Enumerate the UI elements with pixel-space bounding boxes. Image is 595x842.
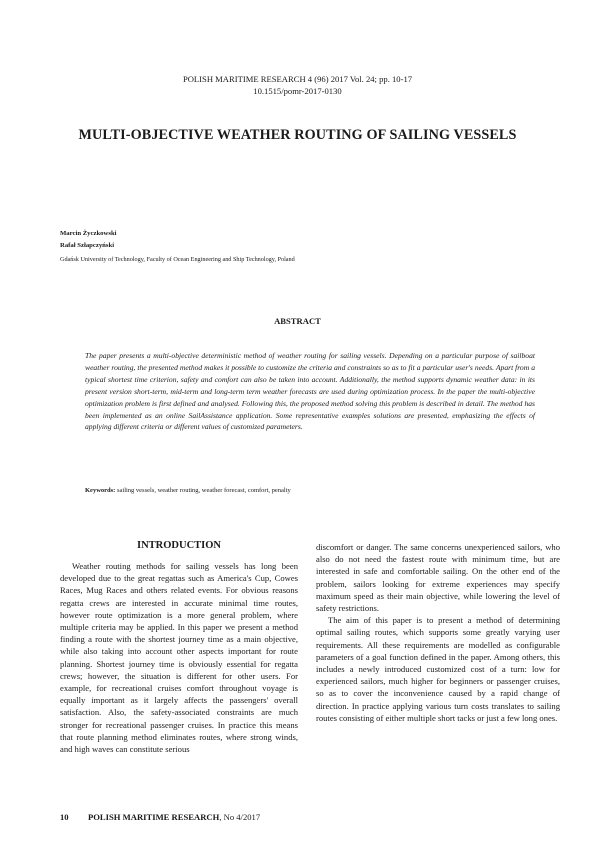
author-name: Marcin Życzkowski (60, 230, 117, 237)
doi: 10.1515/pomr-2017-0130 (253, 86, 342, 96)
footer-journal-name: POLISH MARITIME RESEARCH (88, 812, 220, 822)
column-right (316, 541, 560, 724)
author-name: Rafał Szłapczyński (60, 242, 115, 249)
paragraph: The aim of this paper is to present a method of determining optimal sailing routes, which supports some greatly varying user requirements. All these requirements are modelled as configurable parameters of a goal function defined in the paper. Among others, this includes a newly introduced customized cost of a turn: low for experienced sailors, much higher for beginners or passenger cruises, so as to cover the inconvenience caused by a rapid change of direction. In practice applying various turn costs translates to sailing routes consisting of either multiple short tacks or just a few long ones. (316, 615, 560, 723)
paragraph: discomfort or danger. The same concerns unexperienced sailors, who also do not need the fastest route with minimum time, but are interested in safe and comfortable sailing. On the other end of the problem, sailors looking for extreme experiences may specify maximum speed as their main objective, while lowering the level of safety restrictions. (316, 542, 560, 614)
page-number: 10 (60, 812, 69, 822)
column-left (60, 560, 298, 755)
journal-citation: POLISH MARITIME RESEARCH 4 (96) 2017 Vol. 24; pp. 10-17 (182, 74, 413, 84)
keywords-label: Keywords: (85, 487, 116, 494)
keywords-list: sailing vessels, weather routing, weather forecast, comfort, penalty (115, 487, 291, 494)
author-affiliation: Gdańsk University of Technology, Faculty of Ocean Engineering and Ship Technology, Poland (60, 256, 295, 263)
keywords (85, 486, 535, 495)
paragraph: Weather routing methods for sailing vessels has long been developed due to the great regattas such as America's Cup, Cowes Races, Mug Races and others related events. For obvious reasons regatta crews are interested in accurate minimal time routes, however route optimization is a more general problem, where multiple criteria may be applied. In this paper we present a method finding a route with the shortest journey time as a main objective, while also taking into account other aspects important for route planning. Shortest journey time is obviously essential for regatta crews; however, the situation is different for other users. For example, for recreational cruises comfort throughout voyage is equally important as it largely affects the passengers' overall satisfaction. Also, the safety-associated constraints are much stronger for recreational passenger cruises. In practice this means that route planning method eliminates routes, where strong winds, and high waves can constitute serious (60, 561, 298, 755)
footer-issue: , No 4/2017 (219, 812, 261, 822)
abstract-heading: ABSTRACT (274, 316, 321, 326)
section-heading-introduction: INTRODUCTION (136, 540, 221, 551)
paper-title: MULTI-OBJECTIVE WEATHER ROUTING OF SAILING VESSELS (78, 127, 517, 143)
abstract-text: The paper presents a multi-objective deterministic method of weather routing for sailing vessels. Depending on a particular purpose of sailboat weather routing, the presented method makes it possible to customize the criteria and constraints so as to fit a particular user's needs. Apart from a typical shortest time criterion, safety and comfort can also be taken into account. Additionally, the method supports dynamic weather data: in its present version short-term, mid-term and long-term term weather forecasts are used during optimization process. In the paper the multi-objective optimization problem is first defined and analysed. Following this, the proposed method solving this problem is described in detail. The method has been implemented as an online SailAssistance application. Some representative examples solutions are presented, emphasizing the effects of applying different criteria or different values of customized parameters. (85, 351, 535, 432)
footer-journal (88, 812, 260, 822)
